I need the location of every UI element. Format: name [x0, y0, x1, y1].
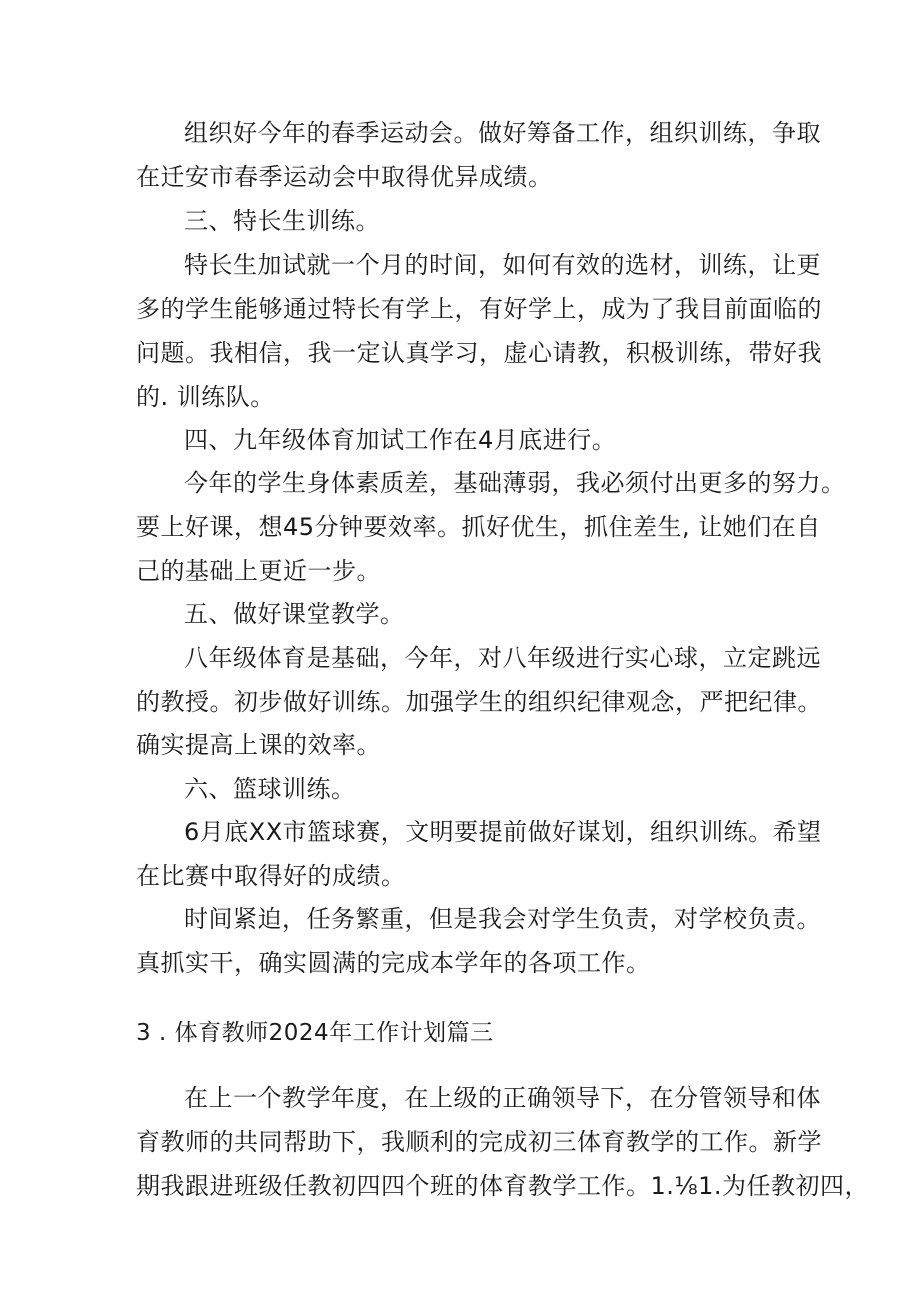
paragraph-line: 6月底XX市篮球赛，文明要提前做好谋划，组织训练。希望 [184, 818, 822, 846]
paragraph-line: 时间紧迫，任务繁重，但是我会对学生负责，对学校负责。 [184, 905, 821, 933]
paragraph-line: 的. 训练队。 [136, 383, 275, 411]
section-heading: 六、篮球训练。 [184, 775, 356, 803]
paragraph-line: 期我跟进班级任教初四四个班的体育教学工作。1.⅛1.为任教初四， [136, 1172, 870, 1200]
section-heading: 四、九年级体育加试工作在4月底进行。 [184, 426, 617, 454]
paragraph-line: 己的基础上更近一步。 [136, 557, 381, 585]
paragraph-line: 多的学生能够通过特长有学上，有好学上，成为了我目前面临的 [136, 295, 822, 323]
paragraph-line: 八年级体育是基础，今年，对八年级进行实心球，立定跳远 [184, 644, 821, 672]
paragraph-line: 特长生加试就一个月的时间，如何有效的选材，训练，让更 [184, 251, 821, 279]
paragraph-line: 在上一个教学年度，在上级的正确领导下，在分管领导和体 [184, 1084, 821, 1112]
paragraph-line: 问题。我相信，我一定认真学习，虚心请教，积极训练，带好我 [136, 339, 822, 367]
paragraph-line: 组织好今年的春季运动会。做好筹备工作，组织训练，争取 [184, 119, 821, 147]
paragraph-line: 的教授。初步做好训练。加强学生的组织纪律观念，严把纪律。 [136, 688, 822, 716]
section-heading: 五、做好课堂教学。 [184, 600, 405, 628]
paragraph-line: 要上好课，想45分钟要效率。抓好优生，抓住差生, 让她们在自 [136, 513, 821, 541]
paragraph-line: 在比赛中取得好的成绩。 [136, 862, 406, 890]
paragraph-line: 在迁安市春季运动会中取得优异成绩。 [136, 163, 553, 191]
paragraph-line: 今年的学生身体素质差，基础薄弱，我必须付出更多的努力。 [184, 469, 846, 497]
paragraph-line: 真抓实干，确实圆满的完成本学年的各项工作。 [136, 949, 651, 977]
chapter-title: 3 . 体育教师2024年工作计划篇三 [136, 1020, 494, 1046]
section-heading: 三、特长生训练。 [184, 207, 380, 235]
paragraph-line: 育教师的共同帮助下，我顺利的完成初三体育教学的工作。新学 [136, 1128, 822, 1156]
paragraph-line: 确实提高上课的效率。 [136, 731, 381, 759]
